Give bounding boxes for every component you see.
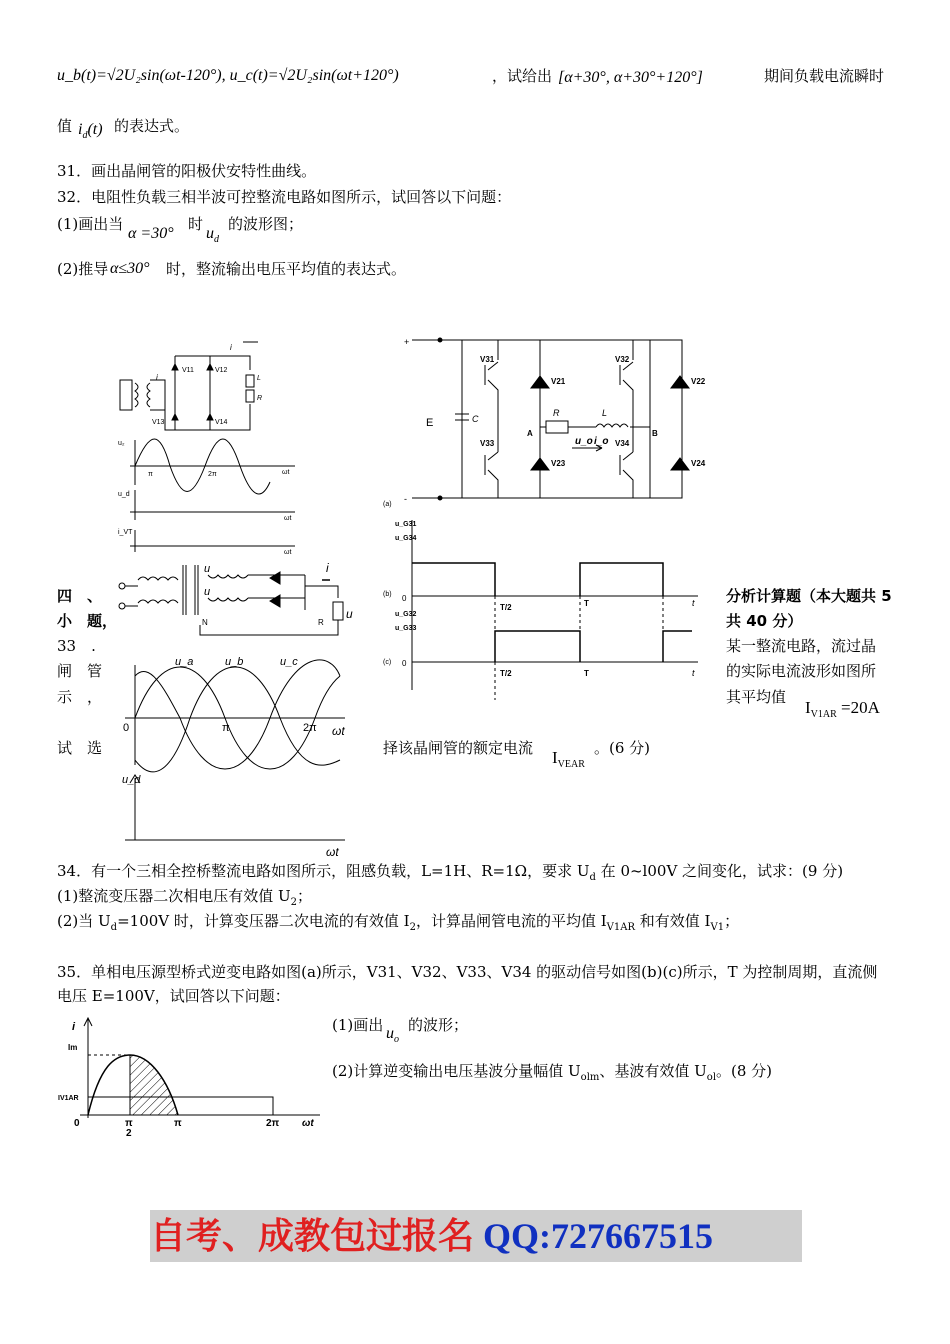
gate-thalf-b: T/2 — [500, 603, 512, 612]
svg-text:+: + — [404, 337, 410, 347]
gate-t-b: t — [692, 598, 695, 608]
svg-text:u: u — [204, 586, 211, 598]
q33-r1: 某一整流电路，流过晶 — [726, 637, 877, 655]
gate-c: (c) — [383, 659, 392, 666]
line2-a: 值 — [57, 117, 73, 135]
gate-zero-b: 0 — [402, 594, 407, 603]
gate-b: (b) — [383, 591, 392, 598]
svg-text:R: R — [318, 618, 324, 627]
gate-u1: u_G31 — [395, 521, 417, 528]
line2-b: 的表达式。 — [114, 117, 190, 135]
formula-tail: 期间负载电流瞬时 — [764, 67, 885, 85]
q35-line1: 35．单相电压源型桥式逆变电路如图(a)所示，V31、V32、V33、V34 的驱动信号如图(b)(c)所示，T 为控制周期，直流侧 — [57, 963, 878, 981]
svg-text:L: L — [257, 375, 261, 382]
q32-p2-a: (2)推导 — [57, 260, 109, 278]
svg-text:2π: 2π — [208, 471, 217, 478]
q33-num: 33 . — [57, 637, 96, 655]
inv-V32: V32 — [615, 355, 630, 364]
cur-pihalf-num: π — [125, 1118, 133, 1129]
q33-bottom-b: 。(6 分) — [594, 739, 651, 757]
inv-V23: V23 — [551, 459, 566, 468]
svg-text:ωt: ωt — [282, 469, 290, 476]
wave-ud: u_d — [122, 774, 141, 786]
gate-thalf-c: T/2 — [500, 669, 512, 678]
cur-Iv: IV1AR — [58, 1095, 79, 1102]
inverter-circuit — [412, 338, 689, 500]
q32-p1-alpha: α =30° — [128, 225, 174, 242]
wave-zero: 0 — [123, 722, 130, 734]
svg-text:π: π — [148, 471, 153, 478]
inv-V31: V31 — [480, 355, 495, 364]
cur-wt: ωt — [302, 1118, 314, 1129]
q32-p2-alpha: α≤30° — [110, 260, 150, 277]
svg-text:u₂: u₂ — [118, 440, 125, 447]
svg-text:u_d: u_d — [118, 491, 130, 498]
q34-line3: (2)当 $U_d=100V$ 时，计算变压器二次电流的有效值 $I_2$，计算晶闸管电流的平均值 $I_{V1AR}$ 和有效值 $I_{V1}$； — [57, 912, 740, 933]
wave-wt-2: ωt — [326, 845, 339, 859]
q32-ud: $u_d$ — [206, 225, 219, 245]
q32-p2-c: 时，整流输出电压平均值的表达式。 — [166, 260, 407, 278]
svg-text:u: u — [346, 607, 353, 621]
wave-wt: ωt — [332, 724, 345, 738]
q33-c1: 闸 管 — [57, 662, 103, 680]
svg-text:ωt: ωt — [284, 549, 292, 556]
q35-uo: $u_o$ — [386, 1025, 399, 1045]
wave-pi: π — [222, 722, 230, 734]
cur-2pi: 2π — [266, 1118, 280, 1129]
cur-pi: π — [174, 1118, 182, 1129]
svg-text:i: i — [326, 561, 329, 575]
svg-text:V14: V14 — [215, 419, 228, 426]
inv-V33: V33 — [480, 439, 495, 448]
formula-text: ，试给出 — [492, 67, 553, 85]
q33-r3-value: $I_{V1AR} =20A$ — [805, 698, 880, 720]
q32-title: 32．电阻性负载三相半波可控整流电路如图所示，试回答以下问题： — [57, 188, 512, 206]
gate-u2: u_G34 — [395, 535, 417, 542]
banner-qq: QQ:727667515 — [474, 1216, 714, 1256]
gate-t-c: t — [692, 668, 695, 678]
three-phase-waveform — [125, 660, 345, 840]
cur-i: i — [72, 1021, 76, 1033]
wave-ub: u_b — [225, 656, 244, 668]
svg-text:V12: V12 — [215, 367, 228, 374]
svg-text:i_VT: i_VT — [118, 529, 133, 536]
gate-T-b: T — [584, 599, 589, 608]
sec4-left-a: 四 、 — [57, 587, 103, 605]
inv-a: (a) — [383, 501, 392, 508]
inv-A: A — [527, 429, 533, 438]
sec4-right-a: 分析计算题（本大题共 5 — [726, 587, 892, 605]
cur-pihalf-den: 2 — [126, 1128, 132, 1139]
three-phase-halfwave-circuit — [119, 561, 353, 635]
gate-signals — [412, 520, 698, 700]
q35-p1-a: (1)画出 — [332, 1016, 384, 1034]
wave-2pi: 2π — [303, 722, 317, 734]
gate-T-c: T — [584, 669, 589, 678]
ad-banner — [150, 1210, 802, 1262]
svg-text:R: R — [257, 395, 263, 402]
q31: 31．画出晶闸管的阳极伏安特性曲线。 — [57, 162, 317, 180]
inv-L: L — [602, 408, 608, 418]
formula-interval: [α+30°, α+30°+120°] — [558, 69, 703, 86]
svg-text:u: u — [204, 563, 211, 575]
gate-zero-c: 0 — [402, 659, 407, 668]
inv-V34: V34 — [615, 439, 630, 448]
svg-text:i: i — [230, 343, 232, 352]
inv-io: i_o — [594, 436, 609, 447]
q32-p1-d: 的波形图； — [228, 215, 304, 233]
svg-text:i: i — [156, 373, 158, 382]
q32-p1-c: 时 — [188, 215, 204, 233]
q33-c2: 示 ， — [57, 688, 103, 706]
q33-ivear: $I_{VEAR}$ — [552, 748, 585, 770]
wave-ua: u_a — [175, 656, 194, 668]
sec4-right-b: 共 40 分） — [726, 612, 803, 630]
q35-p2: (2)计算逆变输出电压基波分量幅值 $U_{olm}$、基波有效值 $U_{ol}$。(8 分) — [332, 1062, 773, 1083]
banner-cn-text: 自考、成教包过报名 — [150, 1215, 475, 1257]
sec4-left-b: 小 题， — [57, 612, 118, 630]
inv-E: E — [426, 417, 434, 429]
inv-V22: V22 — [691, 377, 706, 386]
wave-uc: u_c — [280, 656, 298, 668]
q33-r3: 其平均值 — [726, 688, 787, 706]
svg-text:V13: V13 — [152, 419, 165, 426]
q33-bottom-a: 择该晶闸管的额定电流 — [383, 739, 534, 757]
svg-text:N: N — [202, 618, 208, 627]
gate-u4: u_G33 — [395, 625, 417, 632]
q34-line2: (1)整流变压器二次相电压有效值 $U_2$； — [57, 887, 313, 908]
inv-V24: V24 — [691, 459, 706, 468]
inv-uo: u_o — [575, 436, 593, 447]
gate-u3: u_G32 — [395, 611, 417, 618]
id-t-formula: $i_d(t)$ — [78, 121, 103, 141]
svg-text:-: - — [404, 494, 407, 504]
inv-R: R — [553, 408, 560, 418]
formula-ub-uc: u_b(t)=√2U₂sin(ωt-120°), u_c(t)=√2U₂sin(ωt+120°) — [57, 67, 399, 84]
svg-text:V11: V11 — [182, 367, 194, 374]
q35-line2: 电压 E=100V，试回答以下问题： — [57, 987, 290, 1005]
q33-r2: 的实际电流波形如图所 — [726, 662, 877, 680]
inv-C: C — [472, 414, 479, 424]
q35-p1-b: 的波形； — [408, 1016, 469, 1034]
inv-V21: V21 — [551, 377, 566, 386]
q34-line1: 34．有一个三相全控桥整流电路如图所示，阻感负载，L=1H、R=1Ω，要求 $U_d$ 在 0~l00V 之间变化，试求：(9 分) — [57, 862, 844, 883]
cur-zero: 0 — [74, 1118, 80, 1129]
q32-p1-a: (1)画出当 — [57, 215, 124, 233]
svg-text:ωt: ωt — [284, 515, 292, 522]
cur-Im: Im — [68, 1043, 78, 1052]
q33-c3: 试 选 — [57, 739, 103, 757]
current-waveform — [80, 1018, 320, 1118]
inv-B: B — [652, 429, 658, 438]
bridge-rectifier-diagram — [118, 342, 295, 556]
